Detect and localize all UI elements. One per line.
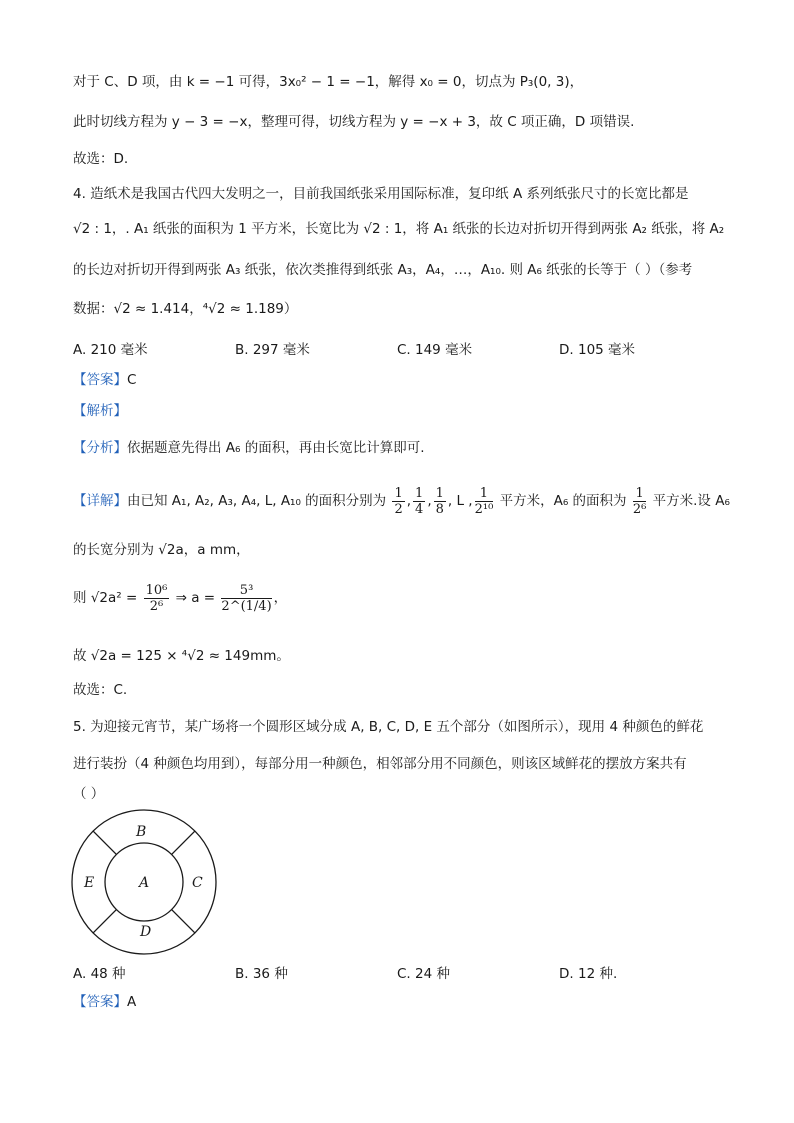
question-5-line: 5. 为迎接元宵节，某广场将一个圆形区域分成 A, B, C, D, E 五个部分（如图所示），现用 4 种颜色的鲜花 — [73, 719, 704, 735]
answer-tag: 【答案】 — [73, 994, 127, 1010]
detail-tag: 【详解】 — [73, 493, 127, 509]
analysis-text: 依据题意先得出 A₆ 的面积，再由长宽比计算即可. — [127, 440, 425, 456]
analysis-sub-tag: 【分析】 — [73, 440, 127, 456]
answer-line — [73, 992, 136, 1012]
text-line: 此时切线方程为 y − 3 = −x，整理可得，切线方程为 y = −x + 3，故 C 项正确，D 项错误. — [73, 114, 635, 130]
detail-line: 的长宽分别为 √2a，a mm， — [73, 542, 250, 558]
question-5-line: （ ） — [73, 786, 105, 802]
text-line: 对于 C、D 项，由 k = −1 可得，3x₀² − 1 = −1，解得 x₀ = 0，切点为 P₃(0, 3)， — [73, 74, 584, 90]
fraction: $\frac{\text{10⁶}}{\text{2⁶}}$ — [145, 582, 168, 614]
fraction: $\frac{1}{\text{2⁶}}$ — [632, 485, 647, 517]
region-label-a: A — [139, 875, 150, 891]
fraction: $\frac{\text{5³}}{2\^{}(1/4)}$ — [221, 582, 272, 614]
detail-line: 则 √2a² = $\frac{\text{10⁶}}{\text{2⁶}}$ ⇒ a = $\frac{\text{5³}}{2\^{}(1/4)}$ ， — [73, 582, 288, 614]
option-d: D. 105 毫米 — [559, 342, 636, 358]
detail-text: 平方米，A₆ 的面积为 — [499, 493, 627, 509]
detail-line: 故选：C. — [73, 682, 128, 698]
detail-line: 【详解】由已知 A₁, A₂, A₃, A₄, L, A₁₀ 的面积分别为 $\frac{1}{2}$ , $\frac{1}{4}$ , $\frac{1}{8}$ , L , $\frac{1}{\text{2¹⁰}}$ 平方米，A₆ 的面积为 $\frac{1}{\text{2⁶}}$ 平方米.设 A₆ — [73, 485, 730, 517]
question-4-line: 4. 造纸术是我国古代四大发明之一，目前我国纸张采用国际标准，复印纸 A 系列纸张尺寸的长宽比都是 — [73, 186, 689, 202]
question-5-line: 进行装扮（4 种颜色均用到），每部分用一种颜色，相邻部分用不同颜色，则该区域鲜花的摆放方案共有 — [73, 756, 687, 772]
question-4-line: 的长边对折切开得到两张 A₃ 纸张，依次类推得到纸张 A₃，A₄，…，A₁₀. 则 A₆ 纸张的长等于（ ）（参考 — [73, 262, 693, 278]
region-label-b: B — [136, 824, 147, 840]
detail-text: 由已知 A₁, A₂, A₃, A₄, L, A₁₀ 的面积分别为 — [127, 493, 387, 509]
detail-text: 则 √2a² = — [73, 590, 138, 606]
option-b: B. 36 种 — [235, 966, 288, 982]
fraction: $\frac{1}{2}$ — [394, 485, 403, 517]
fraction: $\frac{1}{\text{2¹⁰}}$ — [474, 485, 494, 517]
analysis-heading — [73, 401, 127, 421]
region-label-d: D — [140, 924, 152, 940]
analysis-tag: 【解析】 — [73, 403, 127, 419]
detail-line: 故 √2a = 125 × ⁴√2 ≈ 149mm。 — [73, 648, 290, 664]
analysis-line — [73, 438, 425, 458]
question-4-line: 数据：√2 ≈ 1.414，⁴√2 ≈ 1.189） — [73, 301, 298, 317]
fraction: $\frac{1}{4}$ — [415, 485, 424, 517]
answer-value: A — [127, 994, 137, 1010]
answer-tag: 【答案】 — [73, 372, 127, 388]
region-label-c: C — [192, 875, 203, 891]
answer-line — [73, 370, 136, 390]
fraction: $\frac{1}{8}$ — [435, 485, 444, 517]
detail-text: 平方米.设 A₆ — [652, 493, 730, 509]
text-line: 故选：D. — [73, 151, 129, 167]
region-label-e: E — [84, 875, 95, 891]
ring-diagram — [70, 808, 220, 960]
question-4-line: √2 : 1，. A₁ 纸张的面积为 1 平方米，长宽比为 √2 : 1，将 A₁ 纸张的长边对折切开得到两张 A₂ 纸张，将 A₂ — [73, 221, 725, 237]
option-a: A. 210 毫米 — [73, 342, 148, 358]
detail-text: ⇒ a = — [175, 590, 216, 606]
answer-value: C — [127, 372, 137, 388]
option-c: C. 24 种 — [397, 966, 450, 982]
option-c: C. 149 毫米 — [397, 342, 473, 358]
option-b: B. 297 毫米 — [235, 342, 310, 358]
option-d: D. 12 种. — [559, 966, 618, 982]
option-a: A. 48 种 — [73, 966, 126, 982]
